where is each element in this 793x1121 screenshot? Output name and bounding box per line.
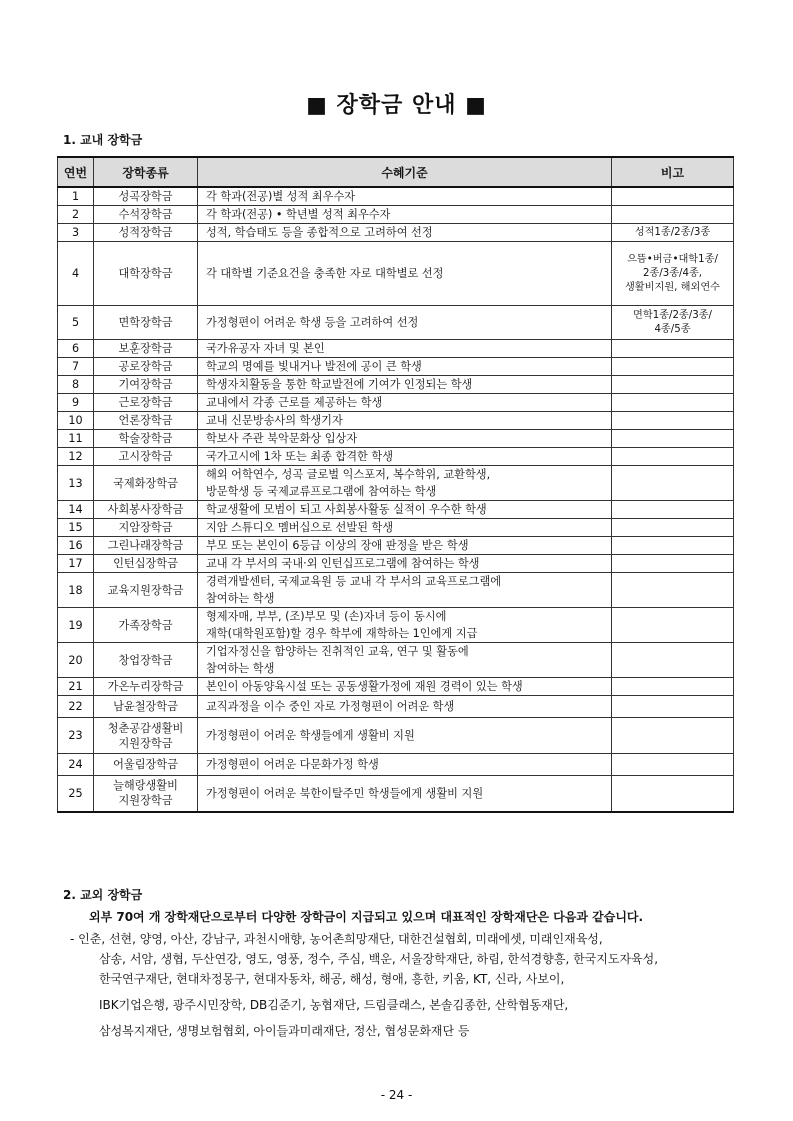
table-row [58,776,734,812]
scholarship-criteria: 각 학과(전공)별 성적 최우수자 [198,187,612,206]
scholarship-criteria: 부모 또는 본인이 6등급 이상의 장애 판정을 받은 학생 [198,537,612,555]
table-row [58,242,734,306]
row-number: 11 [58,430,94,448]
foundation-list [70,929,740,1041]
scholarship-note [612,537,734,555]
scholarship-criteria: 교내 신문방송사의 학생기자 [198,412,612,430]
table-row [58,412,734,430]
scholarship-criteria: 기업자정신을 함양하는 진취적인 교육, 연구 및 활동에 참여하는 학생 [198,643,612,678]
row-number: 5 [58,306,94,340]
scholarship-note: 으뜸•버금•대학1종/ 2종/3종/4종, 생활비지원, 해외연수 [612,242,734,306]
scholarship-criteria: 가정형편이 어려운 학생들에게 생활비 지원 [198,718,612,754]
scholarship-note [612,754,734,776]
scholarship-name: 그린나래장학금 [94,537,198,555]
table-row [58,224,734,242]
scholarship-note [612,678,734,696]
scholarship-criteria: 가정형편이 어려운 다문화가정 학생 [198,754,612,776]
header-type: 장학종류 [94,157,198,187]
scholarship-criteria: 해외 어학연수, 성곡 글로벌 익스포저, 복수학위, 교환학생, 방문학생 등 국제교류프로그램에 참여하는 학생 [198,466,612,501]
table-row [58,501,734,519]
scholarship-name: 공로장학금 [94,358,198,376]
scholarship-criteria: 가정형편이 어려운 학생 등을 고려하여 선정 [198,306,612,340]
row-number: 13 [58,466,94,501]
scholarship-name: 교육지원장학금 [94,573,198,608]
scholarship-criteria: 성적, 학습태도 등을 종합적으로 고려하여 선정 [198,224,612,242]
table-row [58,340,734,358]
row-number: 14 [58,501,94,519]
header-criteria: 수혜기준 [198,157,612,187]
scholarship-name: 늘해랑생활비 지원장학금 [94,776,198,812]
table-row [58,206,734,224]
scholarship-note [612,187,734,206]
row-number: 3 [58,224,94,242]
scholarship-criteria: 교내에서 각종 근로를 제공하는 학생 [198,394,612,412]
scholarship-criteria: 국가유공자 자녀 및 본인 [198,340,612,358]
scholarship-note [612,555,734,573]
scholarship-name: 수석장학금 [94,206,198,224]
scholarship-name: 지암장학금 [94,519,198,537]
scholarship-criteria: 경력개발센터, 국제교육원 등 교내 각 부서의 교육프로그램에 참여하는 학생 [198,573,612,608]
row-number: 18 [58,573,94,608]
scholarship-criteria: 학생자치활동을 통한 학교발전에 기여가 인정되는 학생 [198,376,612,394]
scholarship-criteria: 교직과정을 이수 중인 자로 가정형편이 어려운 학생 [198,696,612,718]
table-row [58,466,734,501]
row-number: 21 [58,678,94,696]
row-number: 15 [58,519,94,537]
scholarship-name: 가족장학금 [94,608,198,643]
row-number: 19 [58,608,94,643]
row-number: 9 [58,394,94,412]
scholarship-criteria: 교내 각 부서의 국내·외 인턴십프로그램에 참여하는 학생 [198,555,612,573]
row-number: 6 [58,340,94,358]
table-row [58,306,734,340]
foundation-line: IBK기업은행, 광주시민장학, DB김준기, 농협재단, 드림클래스, 본솔김종한, 산학협동재단, [99,998,569,1012]
scholarship-note [612,643,734,678]
scholarship-name: 성적장학금 [94,224,198,242]
scholarship-note [612,340,734,358]
scholarship-note [612,776,734,812]
table-row [58,430,734,448]
row-number: 16 [58,537,94,555]
scholarship-note [612,412,734,430]
table-row [58,537,734,555]
scholarship-name: 창업장학금 [94,643,198,678]
table-row [58,573,734,608]
page-title: ■ 장학금 안내 ■ [306,93,487,118]
row-number: 17 [58,555,94,573]
scholarship-name: 가온누리장학금 [94,678,198,696]
row-number: 25 [58,776,94,812]
scholarship-criteria: 본인이 아동양육시설 또는 공동생활가정에 재원 경력이 있는 학생 [198,678,612,696]
scholarship-note [612,466,734,501]
table-row [58,519,734,537]
section2-heading: 2. 교외 장학금 [63,888,143,902]
scholarship-name: 보훈장학금 [94,340,198,358]
scholarship-criteria: 가정형편이 어려운 북한이탈주민 학생들에게 생활비 지원 [198,776,612,812]
row-number: 2 [58,206,94,224]
scholarship-name: 고시장학금 [94,448,198,466]
scholarship-name: 언론장학금 [94,412,198,430]
scholarship-name: 어울림장학금 [94,754,198,776]
scholarship-name: 인턴십장학금 [94,555,198,573]
table-row [58,608,734,643]
scholarship-name: 학술장학금 [94,430,198,448]
scholarship-note: 성적1종/2종/3종 [612,224,734,242]
scholarship-note [612,394,734,412]
row-number: 1 [58,187,94,206]
row-number: 4 [58,242,94,306]
scholarship-note [612,718,734,754]
page-number: - 24 - [380,1088,413,1102]
row-number: 20 [58,643,94,678]
row-number: 10 [58,412,94,430]
section2-intro: 외부 70여 개 장학재단으로부터 다양한 장학금이 지급되고 있으며 대표적인 장학재단은 다음과 같습니다. [89,910,644,924]
table-row [58,754,734,776]
table-row [58,718,734,754]
scholarship-criteria: 각 학과(전공) • 학년별 성적 최우수자 [198,206,612,224]
scholarship-note [612,573,734,608]
scholarship-note [612,430,734,448]
row-number: 22 [58,696,94,718]
scholarship-note [612,501,734,519]
foundation-line: 삼성복지재단, 생명보험협회, 아이들과미래재단, 정산, 협성문화재단 등 [99,1024,470,1038]
table-row [58,448,734,466]
row-number: 12 [58,448,94,466]
section1-heading: 1. 교내 장학금 [63,133,143,147]
header-note: 비고 [612,157,734,187]
table-header-row [58,157,734,187]
header-number: 연번 [58,157,94,187]
scholarship-criteria: 형제자매, 부부, (조)부모 및 (손)자녀 등이 동시에 재학(대학원포함)할 경우 학부에 재학하는 1인에게 지급 [198,608,612,643]
scholarship-name: 국제화장학금 [94,466,198,501]
table-row [58,678,734,696]
foundation-line: 한국연구재단, 현대차정몽구, 현대자동차, 해공, 해성, 형애, 흥한, 키움, KT, 신라, 사보이, [99,972,565,986]
scholarship-note [612,206,734,224]
scholarship-criteria: 학교의 명예를 빛내거나 발전에 공이 큰 학생 [198,358,612,376]
table-row [58,555,734,573]
scholarship-criteria: 지암 스튜디오 멤버십으로 선발된 학생 [198,519,612,537]
table-row [58,394,734,412]
table-row [58,696,734,718]
row-number: 7 [58,358,94,376]
foundation-line: - 인춘, 선현, 양영, 아산, 강남구, 과천시애향, 농어촌희망재단, 대한건설협회, 미래에셋, 미래인재육성, [70,932,603,946]
scholarship-note [612,448,734,466]
scholarship-name: 청춘공감생활비 지원장학금 [94,718,198,754]
scholarship-name: 남윤철장학금 [94,696,198,718]
table-row [58,643,734,678]
scholarship-note: 면학1종/2종/3종/ 4종/5종 [612,306,734,340]
row-number: 23 [58,718,94,754]
row-number: 24 [58,754,94,776]
foundation-line: 삼송, 서암, 생협, 두산연강, 영도, 영풍, 정수, 주심, 백운, 서울장학재단, 하림, 한석경향흥, 한국지도자육성, [99,952,659,966]
scholarship-name: 성곡장학금 [94,187,198,206]
scholarship-note [612,519,734,537]
scholarship-note [612,696,734,718]
scholarship-criteria: 각 대학별 기준요건을 충족한 자로 대학별로 선정 [198,242,612,306]
scholarship-name: 면학장학금 [94,306,198,340]
row-number: 8 [58,376,94,394]
scholarship-name: 사회봉사장학금 [94,501,198,519]
scholarship-name: 기여장학금 [94,376,198,394]
scholarship-criteria: 국가고시에 1차 또는 최종 합격한 학생 [198,448,612,466]
scholarship-name: 대학장학금 [94,242,198,306]
table-row [58,358,734,376]
table-row [58,187,734,206]
scholarship-note [612,376,734,394]
scholarship-note [612,358,734,376]
scholarship-name: 근로장학금 [94,394,198,412]
table-row [58,376,734,394]
scholarship-note [612,608,734,643]
scholarship-criteria: 학교생활에 모범이 되고 사회봉사활동 실적이 우수한 학생 [198,501,612,519]
scholarship-criteria: 학보사 주관 북악문화상 입상자 [198,430,612,448]
scholarship-table [57,156,734,813]
